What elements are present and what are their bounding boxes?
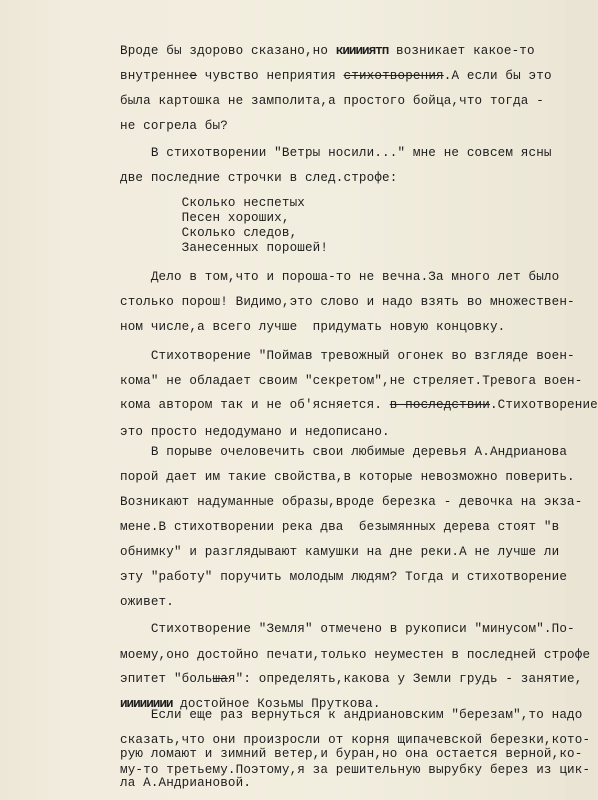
text-run: В порыве очеловечить свои любимые деревья А.Андрианова <box>120 445 568 459</box>
text-run: ном числе,а всего лучше придумать новую концовку. <box>120 320 506 334</box>
text-line <box>120 211 290 225</box>
text-line <box>120 374 582 388</box>
text-run: я": определять,какова у Земли грудь - занятие, <box>227 672 583 686</box>
text-line <box>120 196 305 210</box>
text-run: му-то третьему.Поэтому,я за решительную вырубку берез из цик- <box>120 763 591 777</box>
text-line <box>120 398 598 412</box>
text-line <box>120 747 582 761</box>
text-run: эпитет "боль <box>120 672 213 686</box>
struck-text: стихотворения <box>343 69 444 83</box>
text-line <box>120 545 559 559</box>
text-run: обнимку" и разглядывают камушки на дне реки.А не лучше ли <box>120 545 560 559</box>
text-run: две последние строчки в след.строфе: <box>120 171 398 185</box>
text-line <box>120 226 297 240</box>
text-line <box>120 349 575 363</box>
text-line <box>120 320 505 334</box>
text-run: столько порош! Видимо,это слово и надо взять во множествен- <box>120 295 575 309</box>
text-line <box>120 733 590 747</box>
text-run: внутренне <box>120 69 190 83</box>
text-run: это просто недодумано и недописано. <box>120 425 390 439</box>
text-run: сказать,что они произросли от корня щипачевской березки,кото- <box>120 733 591 747</box>
text-line <box>120 270 559 284</box>
overtyped-text: кииииятп <box>335 44 389 58</box>
text-line <box>120 595 174 609</box>
struck-text: в последствии <box>389 398 490 412</box>
struck-text: ша <box>212 672 228 686</box>
text-line <box>120 470 575 484</box>
text-line <box>120 425 390 439</box>
overtyped-text: ииииииии <box>120 697 173 711</box>
text-run: моему,оно достойно печати,только неуместен в последней строфе <box>120 648 591 662</box>
text-run: Если еще раз вернуться к андриановским "березам",то надо <box>120 708 583 722</box>
text-run: Вроде бы здорово сказано,но <box>120 44 336 58</box>
text-run: Дело в том,что и пороша-то не вечна.За много лет было <box>120 270 560 284</box>
text-line <box>120 570 567 584</box>
text-run: .А если бы это <box>443 69 552 83</box>
text-line <box>120 69 552 83</box>
text-run: порой дает им такие свойства,в которые невозможно поверить. <box>120 470 575 484</box>
text-run: не согрела бы? <box>120 119 228 133</box>
text-line <box>120 171 397 185</box>
text-run: .Стихотворение <box>489 398 598 412</box>
text-run: Занесенных порошей! <box>120 241 329 255</box>
text-run: возникает какое-то <box>388 44 535 58</box>
text-run: Возникают надуманные образы,вроде березка - девочка на экза- <box>120 495 583 509</box>
text-line <box>120 445 567 459</box>
text-line <box>120 648 590 662</box>
text-line <box>120 622 575 636</box>
text-run: Песен хороших, <box>120 211 290 225</box>
text-run: оживет. <box>120 595 174 609</box>
text-run: Сколько неспетых <box>120 196 305 210</box>
text-run: Стихотворение "Поймав тревожный огонек во взгляде воен- <box>120 349 575 363</box>
text-run: кома" не обладает своим "секретом",не стреляет.Тревога воен- <box>120 374 583 388</box>
text-line <box>120 295 575 309</box>
text-run: была картошка не замполита,а простого бойца,что тогда - <box>120 94 544 108</box>
text-run: рую ломают и зимний ветер,и буран,но она остается верной,ко- <box>120 747 583 761</box>
text-run: кома автором так и не об'ясняется. <box>120 398 390 412</box>
text-line <box>120 146 552 160</box>
text-run: достойное Козьмы Пруткова. <box>172 697 381 711</box>
text-run: В стихотворении "Ветры носили..." мне не совсем ясны <box>120 146 552 160</box>
text-run: Сколько следов, <box>120 226 298 240</box>
text-line <box>120 708 582 722</box>
text-line <box>120 520 559 534</box>
struck-text: е <box>189 69 198 83</box>
text-line <box>120 672 582 686</box>
text-line <box>120 776 251 790</box>
text-line <box>120 241 328 255</box>
text-line <box>120 119 228 133</box>
text-line <box>120 94 544 108</box>
text-run: ла А.Андриановой. <box>120 776 252 790</box>
text-run: Стихотворение "Земля" отмечено в рукописи "минусом".По- <box>120 622 575 636</box>
text-run: эту "работу" поручить молодым людям? Тогда и стихотворение <box>120 570 568 584</box>
text-line <box>120 763 590 777</box>
text-run: чувство неприятия <box>197 69 344 83</box>
text-run: мене.В стихотворении река два безымянных дерева стоят "в <box>120 520 560 534</box>
text-line <box>120 495 582 509</box>
text-line <box>120 44 535 58</box>
